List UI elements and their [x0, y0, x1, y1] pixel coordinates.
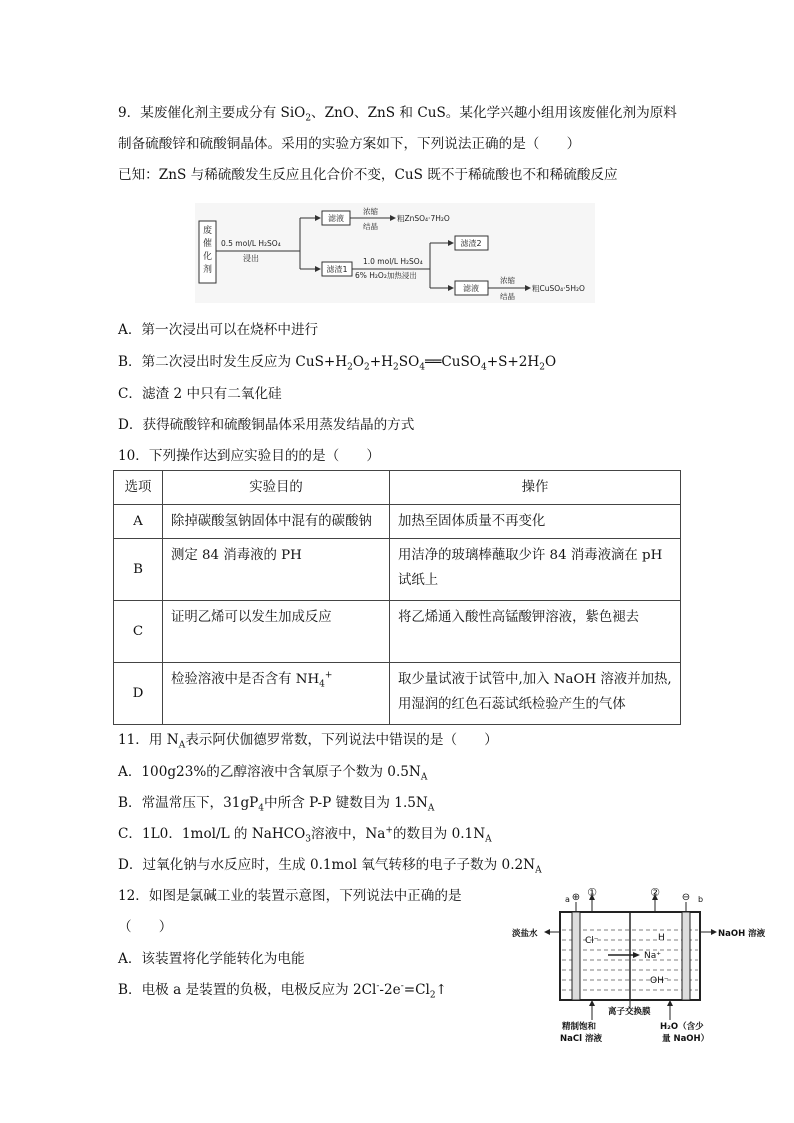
flow-step1-top: 0.5 mol/L H₂SO₄ — [221, 239, 281, 248]
row-operation: 取少量试液于试管中,加入 NaOH 溶液并加热, 用湿润的红色石蕊试纸检验产生的气体 — [390, 663, 681, 725]
q10-stem: 10．下列操作达到应实验目的的是（ ） — [118, 448, 380, 464]
q9-option-c: C．滤渣 2 中只有二氧化硅 — [118, 386, 282, 402]
flow-step2-bottom: 6% H₂O₂加热浸出 — [355, 271, 417, 280]
row-key: D — [114, 663, 163, 725]
flow-product2: 粗CuSO₄·5H₂O — [532, 284, 585, 293]
outlet-1-icon: ① — [587, 888, 597, 899]
q9-flow-diagram — [195, 203, 595, 303]
q12-option-b: B．电极 a 是装置的负极，电极反应为 $2Cl^--2e^-=Cl_2↑$ — [118, 981, 448, 1001]
header-operation: 操作 — [390, 471, 681, 505]
table-header-row — [114, 471, 681, 505]
q11-option-c: C．1L0．1mol/L 的 NaHCO$_3$溶液中，Na+的数目为 $0.1N_A$ — [118, 825, 492, 845]
terminal-minus-icon: ⊖ — [681, 892, 691, 903]
out-right-label: NaOH 溶液 — [718, 929, 766, 939]
table-row — [114, 539, 681, 601]
table-row — [114, 505, 681, 539]
flow-conc2-bottom: 结晶 — [500, 292, 515, 301]
row-key: C — [114, 601, 163, 663]
in-left-label-1: 精制饱和 — [562, 1022, 597, 1032]
flow-residue1: 滤渣1 — [326, 265, 348, 274]
in-right-label-2: 量 NaOH） — [662, 1034, 710, 1043]
q12-stem: 12．如图是氯碱工业的装置示意图，下列说法中正确的是 — [118, 888, 462, 904]
label-a: a — [565, 895, 570, 904]
q12-paren: （ ） — [118, 919, 173, 935]
flow-filtrate1: 滤液 — [328, 214, 344, 223]
q11-option-d: D．过氧化钠与水反应时，生成 0.1mol 氧气转移的电子子数为 $0.2N_A$ — [118, 857, 542, 876]
q9-stem-line2: 制备硫酸锌和硫酸铜晶体。采用的实验方案如下，下列说法正确的是（ ） — [118, 136, 581, 152]
cl-ion-label: Cl⁻ — [585, 936, 599, 946]
flow-product1: 粗ZnSO₄·7H₂O — [397, 214, 450, 223]
h-ion-label: H — [658, 933, 665, 943]
q11-stem: 11．用 $N_A$表示阿伏伽德罗常数，下列说法中错误的是（ ） — [118, 732, 498, 751]
outlet-2-icon: ② — [650, 888, 660, 899]
flow-filtrate2: 滤液 — [463, 284, 479, 293]
flow-conc1-bottom: 结晶 — [363, 222, 378, 231]
flow-step2-top: 1.0 mol/L H₂SO₄ — [363, 257, 423, 266]
terminal-plus-icon: ⊕ — [571, 892, 581, 903]
row-operation: 加热至固体质量不再变化 — [390, 505, 681, 539]
row-purpose: 证明乙烯可以发生加成反应 — [163, 601, 390, 663]
q11-option-b: B．常温常压下，$31gP_4$中所含 P-P 键数目为 $1.5N_A$ — [118, 795, 435, 814]
na-ion-label: Na⁺ — [644, 951, 661, 961]
membrane-label: 离子交换膜 — [608, 1007, 651, 1017]
row-purpose: 检验溶液中是否含有 $NH_4^+$ — [163, 663, 390, 725]
q12-option-a: A．该装置将化学能转化为电能 — [118, 951, 305, 967]
table-row — [114, 663, 681, 725]
header-option: 选项 — [114, 471, 163, 505]
q9-stem-line1: 9．某废催化剂主要成分有 SiO$_2$、ZnO、ZnS 和 CuS。某化学兴趣小组用该废催化剂为原料 — [118, 105, 677, 124]
oh-ion-label: OH⁻ — [650, 976, 669, 986]
q9-option-b: B．第二次浸出时发生反应为 $CuS+H_2O_2+H_2SO_4══CuSO_4+S+2H_2O$ — [118, 354, 557, 373]
label-b: b — [698, 895, 704, 904]
flow-start: 废催化剂 — [202, 226, 213, 275]
flow-conc1-top: 浓缩 — [363, 207, 378, 216]
q10-table — [113, 470, 681, 725]
q11-option-a: A．100g23%的乙醇溶液中含氧原子个数为 $0.5N_A$ — [118, 764, 428, 783]
flow-residue2: 滤渣2 — [460, 239, 482, 248]
q9-option-a: A．第一次浸出可以在烧杯中进行 — [118, 322, 319, 338]
out-left-label: 淡盐水 — [512, 929, 538, 939]
row-key: A — [114, 505, 163, 539]
table-row — [114, 601, 681, 663]
q9-known: 已知：ZnS 与稀硫酸发生反应且化合价不变，CuS 既不于稀硫酸也不和稀硫酸反应 — [118, 167, 618, 183]
row-purpose: 测定 84 消毒液的 PH — [163, 539, 390, 601]
flow-conc2-top: 浓缩 — [500, 276, 515, 285]
row-purpose: 除掉碳酸氢钠固体中混有的碳酸钠 — [163, 505, 390, 539]
q9-option-d: D．获得硫酸锌和硫酸铜晶体采用蒸发结晶的方式 — [118, 417, 415, 433]
flow-step1-bottom: 浸出 — [243, 254, 259, 263]
row-operation: 将乙烯通入酸性高锰酸钾溶液，紫色褪去 — [390, 601, 681, 663]
row-operation: 用洁净的玻璃棒蘸取少许 84 消毒液滴在 pH 试纸上 — [390, 539, 681, 601]
in-left-label-2: NaCl 溶液 — [560, 1034, 602, 1043]
row-key: B — [114, 539, 163, 601]
in-right-label-1: H₂O（含少 — [660, 1022, 704, 1032]
chlor-alkali-apparatus-diagram — [510, 888, 775, 1043]
header-purpose: 实验目的 — [163, 471, 390, 505]
